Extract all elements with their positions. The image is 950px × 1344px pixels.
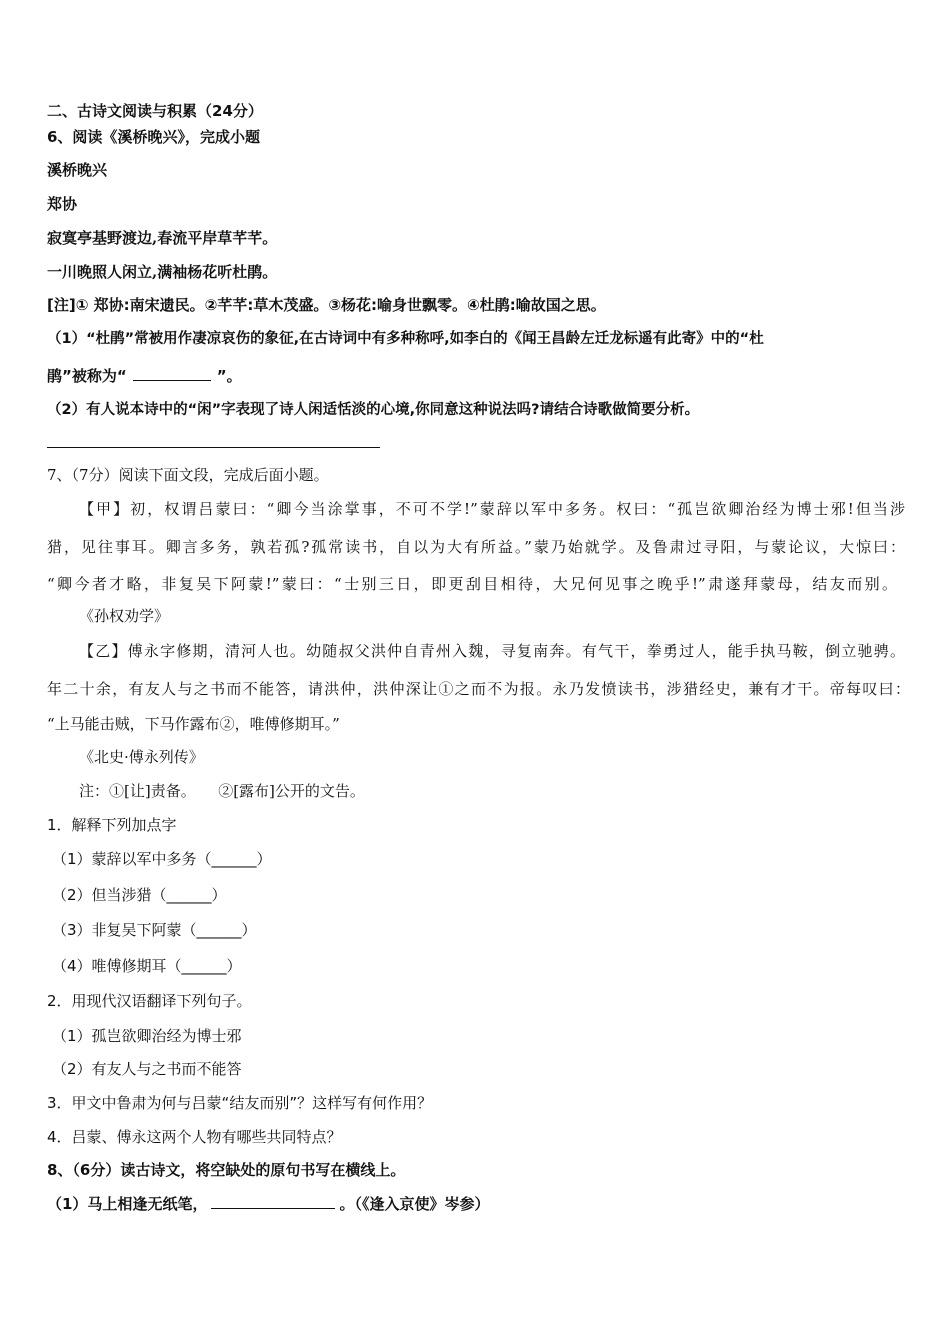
q8-answer-blank[interactable] [211,1194,335,1209]
poem-author: 郑协 [47,195,78,213]
q6-sub1-line1: （1）“杜鹃”常被用作凄凉哀伤的象征,在古诗词中有多种称呼,如李白的《闻王昌龄左迁龙标遥有此寄》中的“杜 [47,331,764,347]
poem-note: [注]① 郑协:南宋遗民。②芊芊:草木茂盛。③杨花:喻身世飘零。④杜鹃:喻故国之思。 [47,296,606,314]
q8-instruction: 8、（6分）读古诗文，将空缺处的原句书写在横线上。 [47,1161,406,1179]
q6-sub1-line2 [47,366,242,386]
q6-sub1-suffix: ”。 [216,367,242,385]
q6-answer-line[interactable] [47,447,380,448]
q6-instruction: 6、阅读《溪桥晚兴》，完成小题 [47,128,260,146]
q6-sub2: （2）有人说本诗中的“闲”字表现了诗人闲适恬淡的心境,你同意这种说法吗?请结合诗歌做简要分析。 [47,402,700,418]
jia-line-1: 【甲】初，权谓吕蒙曰：“卿今当涂掌事，不可不学!”蒙辞以军中多务。权曰：“孤岂欲卿治经为博士邪!但当涉 [79,500,905,518]
poem-title: 溪桥晚兴 [47,161,108,179]
t1-title: 1．解释下列加点字 [47,816,177,834]
q8-sub1 [47,1194,489,1214]
poem-line-2: 一川晚照人闲立,满袖杨花听杜鹃。 [47,263,278,281]
q8-sub1-prefix: （1）马上相逢无纸笔， [47,1195,208,1213]
jia-source: 《孙权劝学》 [79,607,170,625]
yi-note: 注：①[让]责备。 ②[露布]公开的文告。 [79,782,365,800]
t2-title: 2．用现代汉语翻译下列句子。 [47,992,252,1010]
yi-source: 《北史·傅永列传》 [79,748,204,766]
t4-question: 4．吕蒙、傅永这两个人物有哪些共同特点？ [47,1128,342,1146]
poem-line-1: 寂寞亭基野渡边,春流平岸草芊芊。 [47,229,278,247]
t1-item: （4）唯傅修期耳（______） [52,957,242,975]
t1-item: （2）但当涉猎（______） [52,886,227,904]
yi-line-2: 年二十余，有友人与之书而不能答，请洪仲，洪仲深让①之而不为报。永乃发愤读书，涉猎经史，兼有才干。帝每叹曰： [47,680,910,698]
q8-sub1-suffix: 。（《逢入京使》岑参） [339,1195,490,1213]
t3-question: 3．甲文中鲁肃为何与吕蒙“结友而别”？这样写有何作用？ [47,1094,433,1112]
q6-answer-blank[interactable] [133,366,211,381]
t1-item: （1）蒙辞以军中多务（______） [52,850,272,868]
q7-instruction: 7、（7分）阅读下面文段，完成后面小题。 [47,466,329,484]
jia-line-2: 猎，见往事耳。卿言多务，孰若孤?孤常读书，自以为大有所益。”蒙乃始就学。及鲁肃过寻阳，与蒙论议，大惊曰： [47,538,905,556]
section-title: 二、古诗文阅读与积累（24分） [47,102,263,120]
yi-line-1: 【乙】傅永字修期，清河人也。幼随叔父洪仲自青州入魏，寻复南奔。有气干，拳勇过人，能手执马鞍，倒立驰骋。 [79,642,905,660]
t1-item: （3）非复吴下阿蒙（______） [52,921,257,939]
q6-sub1-prefix: 鹃”被称为“ [47,367,127,385]
t2-item: （1）孤岂欲卿治经为博士邪 [52,1027,242,1045]
jia-line-3: “卿今者才略，非复吴下阿蒙!”蒙曰：“士别三日，即更刮目相待，大兄何见事之晚乎!”肃遂拜蒙母，结友而别。 [47,575,898,593]
t2-item: （2）有友人与之书而不能答 [52,1060,242,1078]
yi-line-3: “上马能击贼，下马作露布②，唯傅修期耳。” [47,715,340,733]
